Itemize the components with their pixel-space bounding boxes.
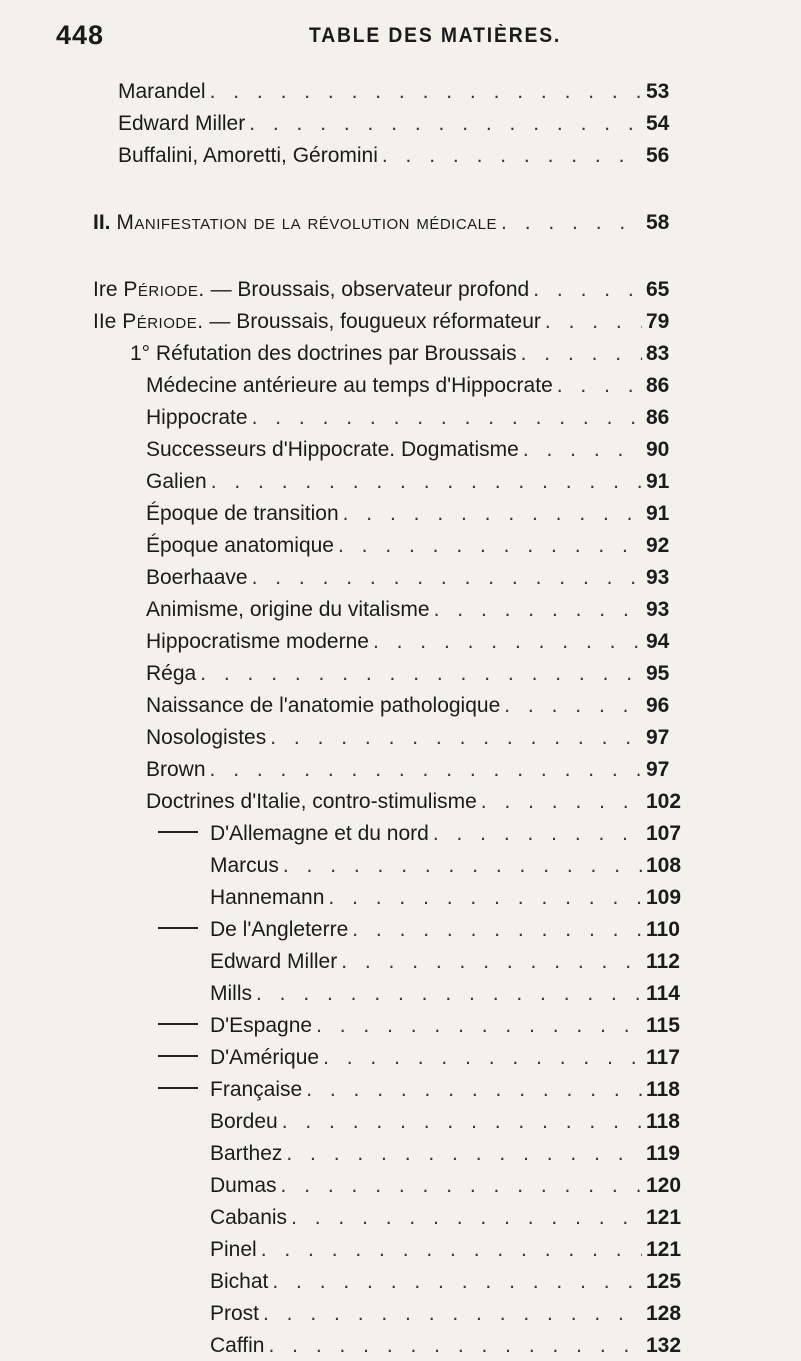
entry-page: 121 <box>646 1238 682 1261</box>
entry-title: Nosologistes <box>146 726 267 749</box>
entry-page: 94 <box>646 630 670 653</box>
entry-title: Hippocrate <box>146 406 248 429</box>
entry-page: 109 <box>646 886 682 909</box>
entry-page: 108 <box>646 854 682 877</box>
toc-entry <box>146 627 678 657</box>
ditto-dash <box>158 831 198 833</box>
toc-entry <box>210 947 678 977</box>
toc-period-heading <box>93 275 678 305</box>
entry-title: Animisme, origine du vitalisme <box>146 598 430 621</box>
entry-page: 128 <box>646 1302 682 1325</box>
toc-entry <box>118 141 678 171</box>
toc-entry <box>146 659 678 689</box>
entry-title: Manifestation de la révolution médicale <box>116 211 498 234</box>
entry-page: 56 <box>646 144 670 167</box>
period-label: Période. <box>122 310 204 333</box>
entry-page: 132 <box>646 1334 682 1357</box>
toc-period-heading <box>93 307 678 337</box>
entry-page: 54 <box>646 112 670 135</box>
entry-title: Bichat <box>210 1270 269 1293</box>
toc-entry <box>118 109 678 139</box>
entry-page: 112 <box>646 950 680 973</box>
toc-entry <box>210 1299 682 1329</box>
toc-entry <box>210 1139 678 1169</box>
entry-title: Française <box>210 1078 303 1101</box>
toc-entry <box>210 883 682 913</box>
entry-page: 114 <box>646 982 680 1005</box>
toc-entry <box>158 915 678 945</box>
entry-page: 91 <box>646 470 670 493</box>
toc-entry <box>158 1011 678 1041</box>
entry-title: Cabanis <box>210 1206 288 1229</box>
ditto-dash <box>158 1055 198 1057</box>
entry-title: Naissance de l'anatomie pathologique <box>146 694 501 717</box>
running-title: TABLE DES MATIÈRES. <box>309 24 562 47</box>
entry-title: Hippocratisme moderne <box>146 630 369 653</box>
entry-title: Hannemann <box>210 886 325 909</box>
ditto-dash <box>158 1023 198 1025</box>
entry-page: 96 <box>646 694 670 717</box>
entry-page: 65 <box>646 278 670 301</box>
entry-title: Époque de transition <box>146 502 339 525</box>
entry-title: Doctrines d'Italie, contro-stimulisme <box>146 790 477 813</box>
toc-entry <box>210 1171 682 1201</box>
toc-entry <box>158 1075 678 1105</box>
toc-entry <box>146 371 678 401</box>
entry-title: Époque anatomique <box>146 534 334 557</box>
entry-page: 58 <box>646 211 670 234</box>
entry-title: Edward Miller <box>118 112 246 135</box>
entry-title: Bordeu <box>210 1110 278 1133</box>
toc-entry <box>210 1331 682 1361</box>
toc-entry <box>210 1203 682 1233</box>
toc-entry <box>146 435 678 465</box>
entry-title: Marandel <box>118 80 206 103</box>
entry-page: 118 <box>646 1110 680 1133</box>
page-header <box>56 20 616 56</box>
toc-entry <box>210 979 678 1009</box>
entry-page: 86 <box>646 374 670 397</box>
entry-page: 120 <box>646 1174 682 1197</box>
entry-page: 119 <box>646 1142 680 1165</box>
entry-page: 92 <box>646 534 670 557</box>
entry-page: 86 <box>646 406 670 429</box>
toc-entry <box>146 531 678 561</box>
toc-entry <box>146 723 678 753</box>
entry-title: Galien <box>146 470 207 493</box>
toc-entry <box>130 339 678 369</box>
toc-entry <box>158 819 682 849</box>
toc-entry <box>146 691 678 721</box>
toc-entry <box>146 403 678 433</box>
section-numeral: II. <box>93 211 111 234</box>
entry-title: Brown <box>146 758 206 781</box>
entry-page: 90 <box>646 438 670 461</box>
period-numeral: IIe <box>93 310 117 333</box>
entry-page: 93 <box>646 566 670 589</box>
entry-title: Marcus <box>210 854 279 877</box>
entry-title: Caffin <box>210 1334 265 1357</box>
entry-page: 91 <box>646 502 670 525</box>
entry-title: Successeurs d'Hippocrate. Dogmatisme <box>146 438 519 461</box>
entry-page: 97 <box>646 758 670 781</box>
entry-page: 107 <box>646 822 682 845</box>
entry-title: — Broussais, fougueux réformateur <box>209 310 541 333</box>
page-number: 448 <box>56 20 105 50</box>
entry-page: 79 <box>646 310 670 333</box>
toc-entry <box>146 595 678 625</box>
entry-title: Boerhaave <box>146 566 248 589</box>
entry-page: 95 <box>646 662 670 685</box>
entry-page: 125 <box>646 1270 682 1293</box>
toc-entry <box>210 1235 682 1265</box>
entry-title: Dumas <box>210 1174 277 1197</box>
toc-entry <box>146 563 678 593</box>
entry-title: Mills <box>210 982 252 1005</box>
toc-entry <box>146 755 678 785</box>
entry-title: Médecine antérieure au temps d'Hippocrate <box>146 374 553 397</box>
toc-entry <box>210 1267 682 1297</box>
entry-page: 121 <box>646 1206 682 1229</box>
entry-title: 1° Réfutation des doctrines par Broussais <box>130 342 517 365</box>
toc-entry <box>158 1043 678 1073</box>
entry-title: Prost <box>210 1302 260 1325</box>
entry-page: 115 <box>646 1014 680 1037</box>
entry-title: De l'Angleterre <box>210 918 349 941</box>
entry-page: 93 <box>646 598 670 621</box>
entry-title: Pinel <box>210 1238 257 1261</box>
toc-entry <box>146 499 678 529</box>
entry-page: 102 <box>646 790 682 813</box>
toc-entry <box>146 467 678 497</box>
entry-page: 110 <box>646 918 680 941</box>
entry-title: Edward Miller <box>210 950 338 973</box>
entry-title: — Broussais, observateur profond <box>210 278 530 301</box>
entry-title: D'Allemagne et du nord <box>210 822 429 845</box>
entry-title: D'Espagne <box>210 1014 313 1037</box>
ditto-dash <box>158 927 198 929</box>
entry-page: 97 <box>646 726 670 749</box>
toc-entry <box>210 1107 678 1137</box>
entry-page: 53 <box>646 80 670 103</box>
entry-page: 83 <box>646 342 670 365</box>
entry-page: 118 <box>646 1078 680 1101</box>
entry-title: Buffalini, Amoretti, Géromini <box>118 144 378 167</box>
period-numeral: Ire <box>93 278 118 301</box>
entry-title: Réga <box>146 662 197 685</box>
toc-entry <box>118 77 678 107</box>
period-label: Période. <box>123 278 205 301</box>
entry-page: 117 <box>646 1046 680 1069</box>
ditto-dash <box>158 1087 198 1089</box>
toc-entry <box>210 851 682 881</box>
toc-section-heading <box>93 208 678 238</box>
toc-entry <box>146 787 682 817</box>
entry-title: Barthez <box>210 1142 283 1165</box>
entry-title: D'Amérique <box>210 1046 320 1069</box>
